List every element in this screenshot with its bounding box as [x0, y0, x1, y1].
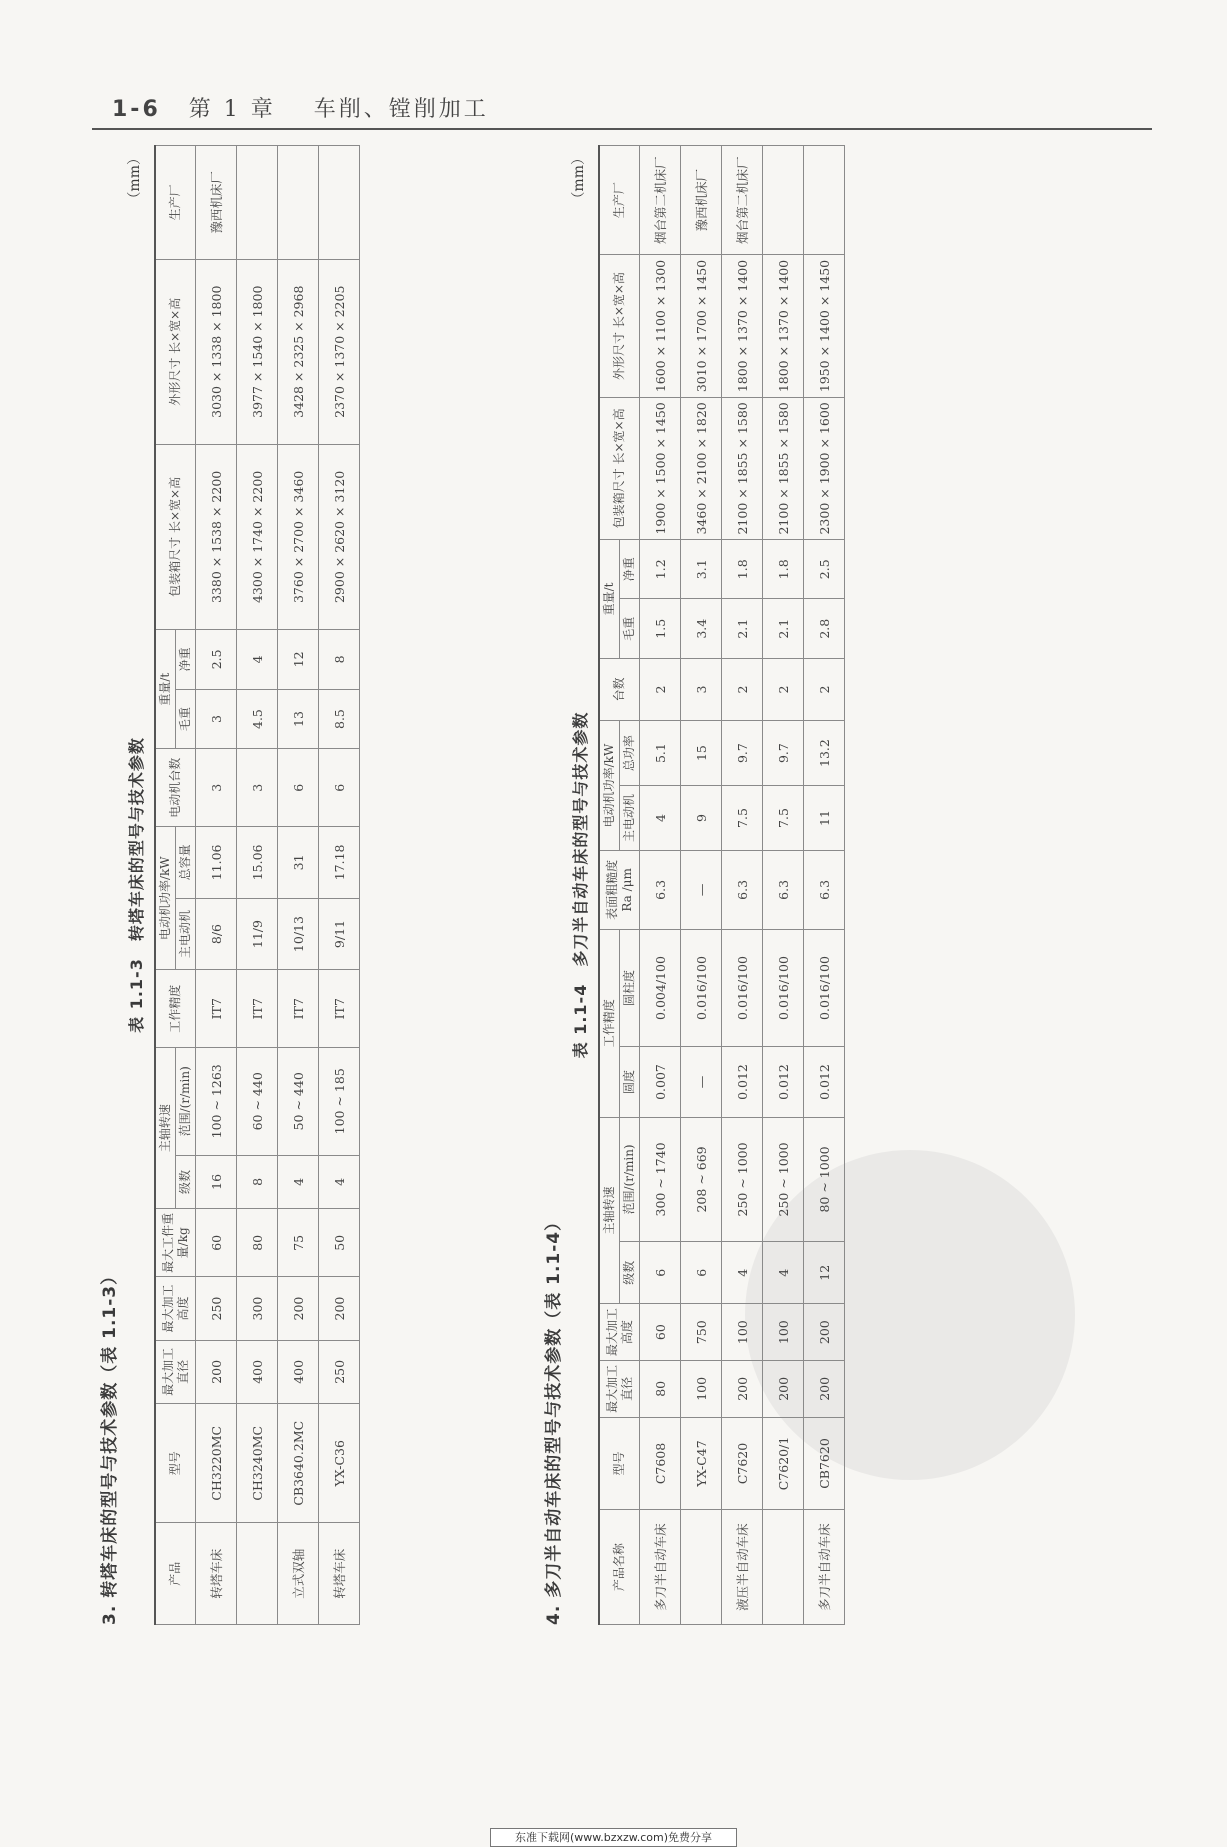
- cell-main-motor: 11/9: [237, 898, 278, 970]
- col-spindle: 主轴转速: [599, 1117, 620, 1304]
- col-product: 产品名称: [599, 1510, 640, 1625]
- col-product: 产品: [155, 1523, 196, 1625]
- cell-net: 8: [319, 629, 360, 689]
- cell-range: 300 ~ 1740: [640, 1117, 681, 1241]
- cell-outer: 2370 × 1370 × 2205: [319, 259, 360, 444]
- cell-roundness: 0.012: [804, 1047, 845, 1117]
- table-1-1-4: [598, 145, 845, 1625]
- cell-outer: 1800 × 1370 × 1400: [763, 255, 804, 397]
- cell-roundness: —: [681, 1047, 722, 1117]
- cell-total: 31: [278, 827, 319, 899]
- cell-pack: 4300 × 1740 × 2200: [237, 444, 278, 629]
- col-model: 型号: [599, 1417, 640, 1510]
- col-motor-power: 电动机功率/kW: [155, 827, 176, 970]
- col-outer-size: 外形尺寸 长×宽×高: [599, 255, 640, 397]
- col-steps: 级数: [176, 1155, 196, 1209]
- cell-net: 4: [237, 629, 278, 689]
- cell-model: YX-C47: [681, 1417, 722, 1510]
- cell-total: 13.2: [804, 721, 845, 786]
- col-max-height: 最大加工高度: [155, 1277, 196, 1340]
- col-pack-size: 包装箱尺寸 长×宽×高: [155, 444, 196, 629]
- cell-max-height: 200: [804, 1304, 845, 1361]
- cell-precision: IT7: [319, 970, 360, 1048]
- cell-roundness: 0.012: [722, 1047, 763, 1117]
- cell-main-motor: 9/11: [319, 898, 360, 970]
- cell-max-dia: 80: [640, 1361, 681, 1418]
- cell-product: [681, 1510, 722, 1625]
- col-pack-size: 包装箱尺寸 长×宽×高: [599, 397, 640, 539]
- cell-max-height: 200: [319, 1277, 360, 1340]
- cell-steps: 6: [681, 1242, 722, 1304]
- cell-steps: 6: [640, 1242, 681, 1304]
- cell-product: [237, 1523, 278, 1625]
- cell-total: 15.06: [237, 827, 278, 899]
- cell-max-dia: 400: [278, 1340, 319, 1403]
- col-gross: 毛重: [176, 689, 196, 749]
- cell-motor-count: 3: [237, 749, 278, 827]
- cell-model: CH3240MC: [237, 1404, 278, 1523]
- cell-total: 17.18: [319, 827, 360, 899]
- col-main-motor: 主电动机: [176, 898, 196, 970]
- cell-gross: 4.5: [237, 689, 278, 749]
- col-roughness: 表面粗糙度 Ra /μm: [599, 851, 640, 930]
- cell-motor-count: 6: [319, 749, 360, 827]
- cell-roundness: 0.012: [763, 1047, 804, 1117]
- cell-model: C7608: [640, 1417, 681, 1510]
- cell-steps: 4: [763, 1242, 804, 1304]
- col-max-dia: 最大加工直径: [599, 1361, 640, 1418]
- table-1-1-3-caption: 表 1.1-3 转塔车床的型号与技术参数: [127, 737, 146, 1033]
- table-1-1-3-unit: （mm）: [127, 151, 143, 206]
- cell-gross: 3.4: [681, 599, 722, 658]
- col-weight: 重量/t: [155, 629, 176, 748]
- cell-model: C7620: [722, 1417, 763, 1510]
- col-precision: 工作精度: [599, 929, 620, 1117]
- cell-pack: 2100 × 1855 × 1580: [763, 397, 804, 539]
- cell-precision: IT7: [278, 970, 319, 1048]
- cell-cyl: 0.004/100: [640, 929, 681, 1046]
- cell-range: 100 ~ 185: [319, 1048, 360, 1156]
- header-rule: [92, 128, 1152, 130]
- cell-gross: 2.1: [763, 599, 804, 658]
- cell-total: 9.7: [763, 721, 804, 786]
- cell-gross: 2.1: [722, 599, 763, 658]
- cell-max-dia: 200: [722, 1361, 763, 1418]
- cell-model: CB3640.2MC: [278, 1404, 319, 1523]
- cell-model: YX-C36: [319, 1404, 360, 1523]
- cell-max-dia: 200: [804, 1361, 845, 1418]
- col-range: 范围/(r/min): [176, 1048, 196, 1156]
- cell-max-height: 250: [196, 1277, 237, 1340]
- cell-max-height: 200: [278, 1277, 319, 1340]
- cell-product: 转塔车床: [196, 1523, 237, 1625]
- cell-cyl: 0.016/100: [804, 929, 845, 1046]
- cell-range: 100 ~ 1263: [196, 1048, 237, 1156]
- col-weight: 重量/t: [599, 540, 620, 659]
- page-number: 1-6: [112, 97, 161, 122]
- cell-net: 2.5: [196, 629, 237, 689]
- cell-max-dia: 200: [196, 1340, 237, 1403]
- cell-max-weight: 75: [278, 1209, 319, 1277]
- cell-product: 多刀半自动车床: [640, 1510, 681, 1625]
- col-precision: 工作精度: [155, 970, 196, 1048]
- cell-steps: 4: [722, 1242, 763, 1304]
- col-motor-power: 电动机功率/kW: [599, 721, 620, 851]
- col-main-motor: 主电动机: [620, 786, 640, 851]
- cell-maker: [804, 146, 845, 255]
- cell-range: 250 ~ 1000: [722, 1117, 763, 1241]
- cell-net: 1.8: [763, 540, 804, 599]
- cell-max-weight: 60: [196, 1209, 237, 1277]
- footer-source: 东准下载网(www.bzxzw.com)免费分享: [490, 1828, 737, 1847]
- table-row: [722, 146, 763, 1625]
- table-row: [237, 146, 278, 1625]
- cell-product: 立式双轴: [278, 1523, 319, 1625]
- cell-pack: 3760 × 2700 × 3460: [278, 444, 319, 629]
- cell-main-motor: 9: [681, 786, 722, 851]
- cell-max-height: 750: [681, 1304, 722, 1361]
- cell-outer: 1600 × 1100 × 1300: [640, 255, 681, 397]
- cell-max-weight: 50: [319, 1209, 360, 1277]
- cell-motor-count: 3: [196, 749, 237, 827]
- cell-maker: [278, 146, 319, 260]
- cell-product: 液压半自动车床: [722, 1510, 763, 1625]
- cell-count: 2: [722, 658, 763, 720]
- table-1-1-3: [154, 145, 360, 1625]
- cell-model: CB7620: [804, 1417, 845, 1510]
- cell-range: 60 ~ 440: [237, 1048, 278, 1156]
- table-row: [319, 146, 360, 1625]
- cell-range: 80 ~ 1000: [804, 1117, 845, 1241]
- cell-pack: 2900 × 2620 × 3120: [319, 444, 360, 629]
- cell-maker: 豫西机床厂: [196, 146, 237, 260]
- cell-net: 3.1: [681, 540, 722, 599]
- chapter-label: 第 1 章: [188, 97, 276, 122]
- cell-range: 250 ~ 1000: [763, 1117, 804, 1241]
- page-header: [112, 92, 489, 123]
- cell-maker: 烟台第二机床厂: [722, 146, 763, 255]
- cell-pack: 2300 × 1900 × 1600: [804, 397, 845, 539]
- cell-ra: 6.3: [804, 851, 845, 930]
- table-row: [196, 146, 237, 1625]
- cell-outer: 1950 × 1400 × 1450: [804, 255, 845, 397]
- cell-outer: 3010 × 1700 × 1450: [681, 255, 722, 397]
- chapter-title: 车削、镗削加工: [313, 97, 489, 122]
- col-max-weight: 最大工件重量/kg: [155, 1209, 196, 1277]
- col-net: 净重: [176, 629, 196, 689]
- cell-precision: IT7: [237, 970, 278, 1048]
- cell-total: 9.7: [722, 721, 763, 786]
- table-row: [763, 146, 804, 1625]
- cell-max-weight: 80: [237, 1209, 278, 1277]
- cell-maker: 豫西机床厂: [681, 146, 722, 255]
- col-count: 台数: [599, 658, 640, 720]
- cell-steps: 4: [278, 1155, 319, 1209]
- cell-max-dia: 400: [237, 1340, 278, 1403]
- table-1-1-4-block: [540, 145, 845, 1625]
- cell-cyl: 0.016/100: [763, 929, 804, 1046]
- cell-gross: 1.5: [640, 599, 681, 658]
- cell-max-height: 100: [763, 1304, 804, 1361]
- cell-total: 5.1: [640, 721, 681, 786]
- col-spindle: 主轴转速: [155, 1048, 176, 1209]
- cell-steps: 4: [319, 1155, 360, 1209]
- col-steps: 级数: [620, 1242, 640, 1304]
- cell-pack: 3380 × 1538 × 2200: [196, 444, 237, 629]
- cell-max-dia: 250: [319, 1340, 360, 1403]
- cell-pack: 3460 × 2100 × 1820: [681, 397, 722, 539]
- cell-gross: 2.8: [804, 599, 845, 658]
- cell-count: 2: [640, 658, 681, 720]
- cell-max-height: 300: [237, 1277, 278, 1340]
- cell-ra: 6.3: [722, 851, 763, 930]
- col-net: 净重: [620, 540, 640, 599]
- cell-net: 1.8: [722, 540, 763, 599]
- cell-maker: [763, 146, 804, 255]
- cell-count: 2: [763, 658, 804, 720]
- cell-cyl: 0.016/100: [722, 929, 763, 1046]
- col-roundness: 圆度: [620, 1047, 640, 1117]
- cell-model: C7620/1: [763, 1417, 804, 1510]
- col-cylindricity: 圆柱度: [620, 929, 640, 1046]
- cell-count: 2: [804, 658, 845, 720]
- cell-gross: 8.5: [319, 689, 360, 749]
- col-maker: 生产厂: [155, 146, 196, 260]
- col-max-height: 最大加工高度: [599, 1304, 640, 1361]
- cell-net: 12: [278, 629, 319, 689]
- cell-gross: 13: [278, 689, 319, 749]
- cell-precision: IT7: [196, 970, 237, 1048]
- cell-main-motor: 4: [640, 786, 681, 851]
- cell-net: 1.2: [640, 540, 681, 599]
- cell-maker: 烟台第二机床厂: [640, 146, 681, 255]
- cell-model: CH3220MC: [196, 1404, 237, 1523]
- cell-steps: 12: [804, 1242, 845, 1304]
- table-1-1-4-caption: 表 1.1-4 多刀半自动车床的型号与技术参数: [571, 711, 590, 1059]
- col-gross: 毛重: [620, 599, 640, 658]
- cell-outer: 1800 × 1370 × 1400: [722, 255, 763, 397]
- table-1-1-3-block: [96, 145, 360, 1625]
- cell-maker: [237, 146, 278, 260]
- table-row: [640, 146, 681, 1625]
- cell-product: [763, 1510, 804, 1625]
- cell-main-motor: 7.5: [763, 786, 804, 851]
- cell-main-motor: 7.5: [722, 786, 763, 851]
- cell-pack: 2100 × 1855 × 1580: [722, 397, 763, 539]
- cell-steps: 16: [196, 1155, 237, 1209]
- cell-max-height: 60: [640, 1304, 681, 1361]
- table-1-1-4-unit: （mm）: [571, 151, 587, 206]
- cell-ra: 6.3: [640, 851, 681, 930]
- cell-gross: 3: [196, 689, 237, 749]
- cell-total: 11.06: [196, 827, 237, 899]
- cell-max-height: 100: [722, 1304, 763, 1361]
- table-row: [804, 146, 845, 1625]
- cell-total: 15: [681, 721, 722, 786]
- col-outer-size: 外形尺寸 长×宽×高: [155, 259, 196, 444]
- cell-main-motor: 8/6: [196, 898, 237, 970]
- cell-outer: 3030 × 1338 × 1800: [196, 259, 237, 444]
- cell-cyl: 0.016/100: [681, 929, 722, 1046]
- cell-motor-count: 6: [278, 749, 319, 827]
- col-max-dia: 最大加工直径: [155, 1340, 196, 1403]
- col-range: 范围/(r/min): [620, 1117, 640, 1241]
- cell-ra: 6.3: [763, 851, 804, 930]
- table-row: [681, 146, 722, 1625]
- col-total: 总容量: [176, 827, 196, 899]
- cell-max-dia: 200: [763, 1361, 804, 1418]
- cell-range: 208 ~ 669: [681, 1117, 722, 1241]
- cell-max-dia: 100: [681, 1361, 722, 1418]
- cell-main-motor: 10/13: [278, 898, 319, 970]
- cell-ra: —: [681, 851, 722, 930]
- cell-product: 多刀半自动车床: [804, 1510, 845, 1625]
- table-row: [278, 146, 319, 1625]
- cell-maker: [319, 146, 360, 260]
- cell-pack: 1900 × 1500 × 1450: [640, 397, 681, 539]
- col-maker: 生产厂: [599, 146, 640, 255]
- cell-main-motor: 11: [804, 786, 845, 851]
- cell-net: 2.5: [804, 540, 845, 599]
- cell-outer: 3977 × 1540 × 1800: [237, 259, 278, 444]
- cell-product: 转塔车床: [319, 1523, 360, 1625]
- cell-outer: 3428 × 2325 × 2968: [278, 259, 319, 444]
- col-motor-count: 电动机台数: [155, 749, 196, 827]
- col-total: 总功率: [620, 721, 640, 786]
- cell-count: 3: [681, 658, 722, 720]
- cell-roundness: 0.007: [640, 1047, 681, 1117]
- cell-range: 50 ~ 440: [278, 1048, 319, 1156]
- section-4-heading: 4. 多刀半自动车床的型号与技术参数（表 1.1-4）: [544, 1212, 564, 1625]
- section-3-heading: 3. 转塔车床的型号与技术参数（表 1.1-3）: [100, 1266, 120, 1625]
- col-model: 型号: [155, 1404, 196, 1523]
- cell-steps: 8: [237, 1155, 278, 1209]
